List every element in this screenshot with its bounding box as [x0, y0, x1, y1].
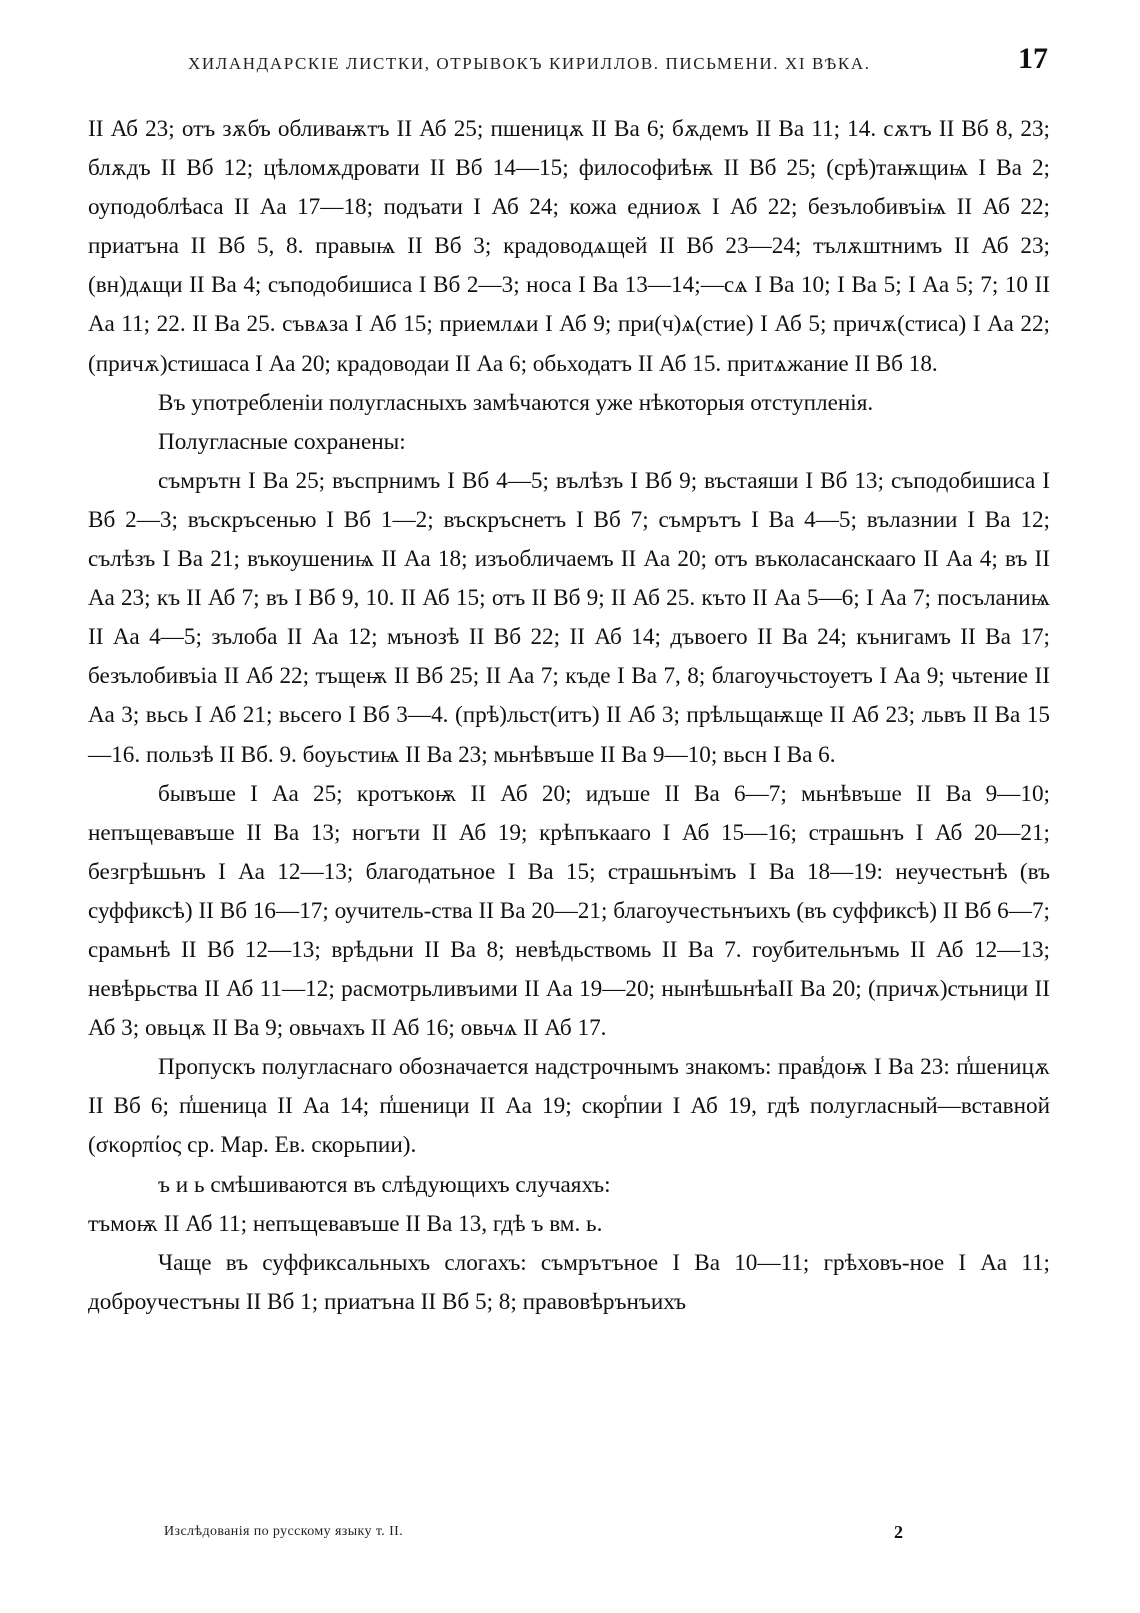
paragraph-wordlist-continued: II Аб 23; отъ зѫбъ обливаѭтъ II Аб 25; пшеницѫ II Ва 6; бѫдемъ II Ва 11; 14. сѫтъ II Вб 8, 23; блѫдъ II Вб 12; цѣломѫдровати II Вб 14—15; философиѣѭ II Вб 25; (срѣ)таѭщиѩ I Ва 2; оуподоблѣаса II Аа 17—18; подъати I Аб 24; кожа едниоѫ I Аб 22; безълобивъіѩ II Аб 22; приатъна II Вб 5, 8. правыѩ II Вб 3; крадоводѧщей II Вб 23—24; тълѫштнимъ II Аб 23; (вн)дѧщи II Ва 4; съподобишиса I Вб 2—3; носа I Ва 13—14;—сѧ I Ва 10; I Ва 5; I Аа 5; 7; 10 II Аа 11; 22. II Ва 25. съвѧза I Аб 15; приемлѧи I Аб 9; при(ч)ѧ(стие) I Аб 5; причѫ(стиса) I Аа 22; (причѫ)стишаса I Аа 20; крадоводаи II Аа 6; обьходатъ II Аб 15. притѧжание II Вб 18.: [88, 116, 1050, 377]
paragraph-semivowels-kept-list: съмрътн I Ва 25; въспрнимъ I Вб 4—5; вълѣзъ I Вб 9; въстаяши I Вб 13; съподобишиса I Вб 2—3; въскръсенью I Вб 1—2; въскръснетъ I Вб 7; съмрътъ I Ва 4—5; вълазнии I Ва 12; сълѣзъ I Ва 21; въкоушениѩ II Аа 18; изъобличаемъ II Аа 20; отъ въколасанскааго II Аа 4; въ II Аа 23; къ II Аб 7; въ I Вб 9, 10. II Аб 15; отъ II Вб 9; II Аб 25. къто II Аа 5—6; I Аа 7; посъланиѩ II Аа 4—5; зълоба II Аа 12; мънозѣ II Вб 22; II Аб 14; дъвоего II Ва 24; кънигамъ II Ва 17; безълобивъіа II Аб 22; тъщеѭ II Вб 25; II Аа 7; къде I Ва 7, 8; благоучьстоуетъ I Аа 9; чьтение II Аа 3; вьсь I Аб 21; вьсего I Вб 3—4. (прѣ)льст(итъ) II Аб 3; прѣльщаѭще II Аб 23; львъ II Ва 15—16. пользѣ II Вб. 9. боуьстиѩ II Ва 23; мьнѣвъше II Ва 9—10; вьсн I Ва 6.: [88, 467, 1050, 768]
page-footer: [164, 1524, 994, 1554]
signature-mark: 2: [894, 1522, 903, 1542]
paragraph-suffix-syllables: Чаще въ суффиксальныхъ слогахъ: съмрътъное I Ва 10—11; грѣховъ-ное I Аа 11; доброучестъны II Вб 1; приатъна II Вб 5; 8; правовѣрънъихъ: [88, 1249, 1050, 1315]
running-title: ХИЛАНДАРСКІЕ ЛИСТКИ, ОТРЫВОКЪ КИРИЛЛОВ. ПИСЬМЕНИ. XI ВѢКА.: [188, 54, 871, 73]
paragraph-semivowels-kept-list-2: бывъше I Аа 25; кротъкоѭ II Аб 20; идъше II Ва 6—7; мьнѣвъше II Ва 9—10; непъщевавъше II Ва 13; ногъти II Аб 19; крѣпъкааго I Аб 15—16; страшьнъ I Аб 20—21; безгрѣшьнъ I Аа 12—13; благодатьное I Ва 15; страшьнъімъ I Ва 18—19: неучестьнѣ (въ суффиксѣ) II Вб 16—17; оучитель-ства II Ва 20—21; благоучестьнъихъ (въ суффиксѣ) II Вб 6—7; срамьнѣ II Вб 12—13; врѣдьни II Ва 8; невѣдьствомь II Ва 7. гоубительнъмь II Аб 12—13; невѣрьства II Аб 11—12; расмотрьливъими II Аа 19—20; нынѣшьнѣаII Ва 20; (причѫ)стьници II Аб 3; овьцѫ II Ва 9; овьчахъ II Аб 16; овьчѧ II Аб 17.: [88, 780, 1050, 1042]
book-page: [88, 38, 1050, 1578]
paragraph-mixing-heading: ъ и ь смѣшиваются въ слѣдующихъ случаяхъ:: [158, 1171, 611, 1198]
body-text: [88, 110, 1050, 1322]
paragraph-semivowels-kept-heading: Полугласные сохранены:: [158, 428, 406, 455]
paragraph-mixing-example: тъмоѭ II Аб 11; непъщевавъше II Ва 13, гдѣ ъ вм. ь.: [88, 1210, 603, 1237]
page-number: 17: [1018, 42, 1048, 75]
footer-note: Изслѣдованія по русскому языку т. II.: [164, 1524, 404, 1539]
running-head: [88, 38, 1050, 88]
paragraph-semivowels-intro: Въ употребленіи полугласныхъ замѣчаются уже нѣкоторыя отступленія.: [158, 389, 874, 416]
paragraph-semivowel-omission: Пропускъ полугласнаго обозначается надстрочнымъ знакомъ: прав̾доѭ I Ва 23: п̾шеницѫ II Вб 6; п̾шеница II Аа 14; п̾шеници II Аа 19; скор̾пии I Аб 19, гдѣ полугласный—вставной (σκορπίος ср. Мар. Ев. скорьпии).: [88, 1054, 1050, 1159]
